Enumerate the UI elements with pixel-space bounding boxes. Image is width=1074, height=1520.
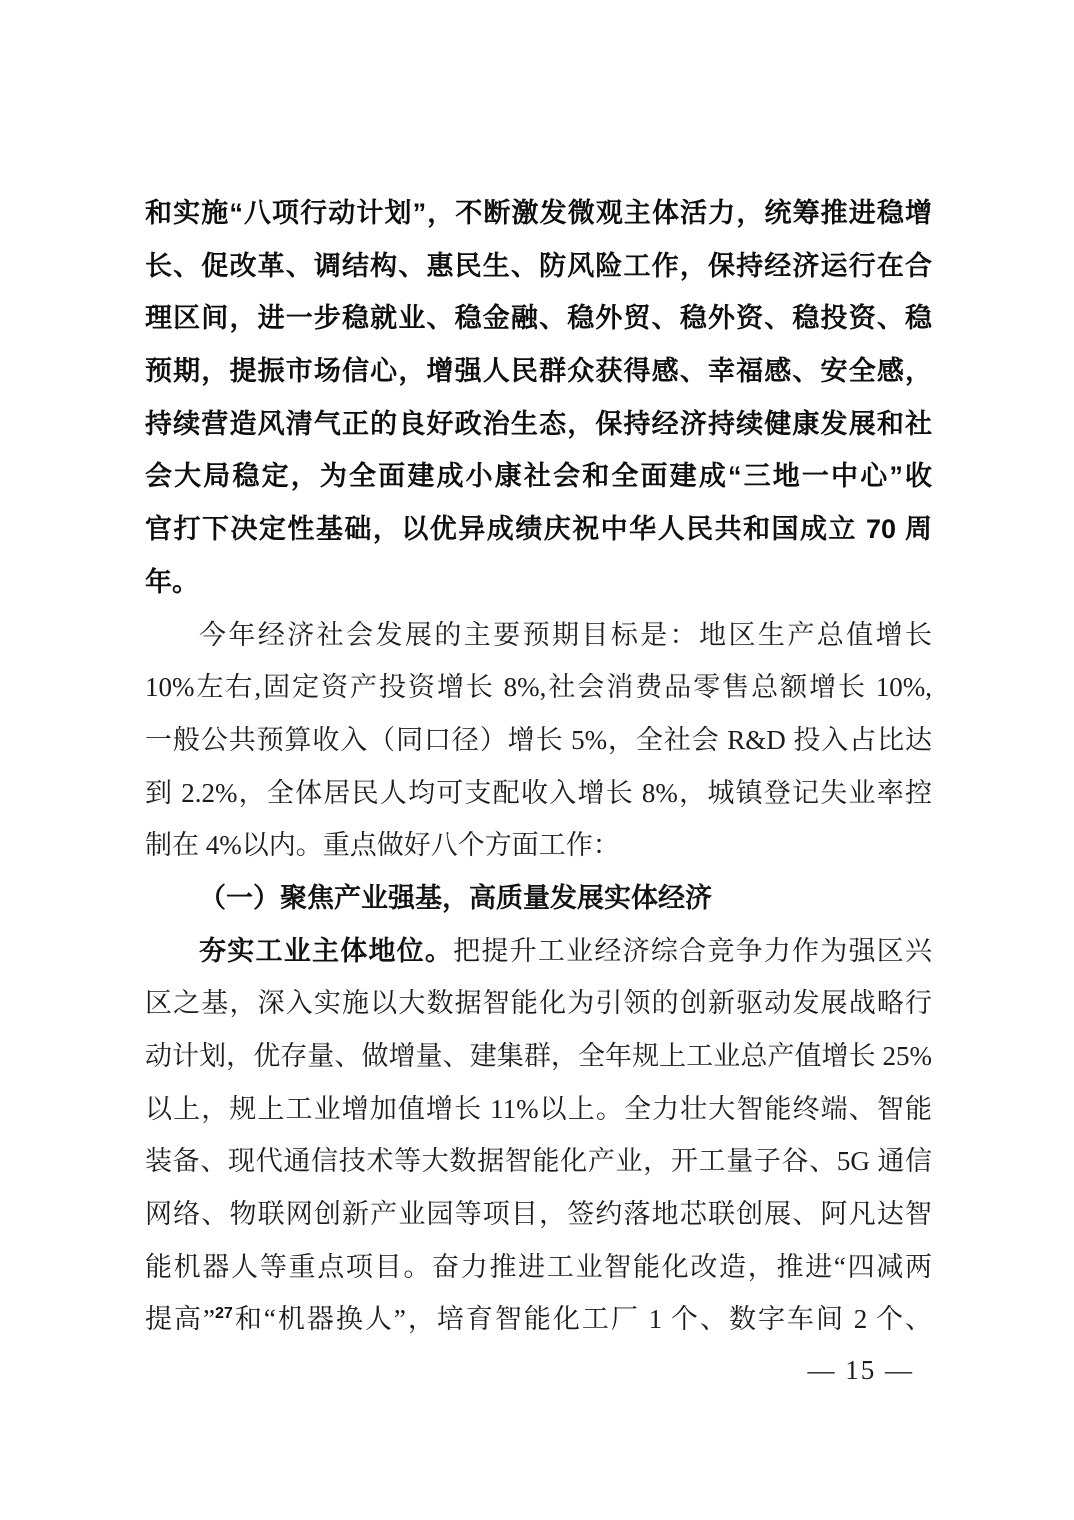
text-line: [145, 503, 932, 556]
text-segment: 制在 4%以内。重点做好八个方面工作：: [145, 830, 620, 861]
footnote-reference: 27: [215, 1305, 233, 1323]
text-segment: 理区间，进一步稳就业、稳金融、稳外贸、稳外资、稳投资、稳: [145, 303, 932, 334]
text-line: [145, 1293, 932, 1346]
text-segment: 预期，提振市场信心，增强人民群众获得感、幸福感、安全感，: [145, 356, 932, 387]
document-text: [145, 187, 932, 1346]
text-segment: 装备、现代通信技术等大数据智能化产业，开工量子谷、5G 通信: [145, 1146, 932, 1177]
text-line: [145, 661, 932, 714]
text-line: [145, 187, 932, 240]
text-segment: 能机器人等重点项目。奋力推进工业智能化改造，推进“四减两: [145, 1251, 932, 1282]
text-line: [145, 977, 932, 1030]
text-segment: 官打下决定性基础，以优异成绩庆祝中华人民共和国成立 70 周: [145, 514, 932, 545]
text-segment: 持续营造风清气正的良好政治生态，保持经济持续健康发展和社: [145, 408, 932, 439]
text-segment: 会大局稳定，为全面建成小康社会和全面建成“三地一中心”收: [145, 461, 932, 492]
text-segment: 提高”: [145, 1304, 216, 1335]
text-segment: 10%左右,固定资产投资增长 8%,社会消费品零售总额增长 10%,: [145, 672, 932, 703]
text-line: [145, 1241, 932, 1294]
text-line: [145, 714, 932, 767]
page-number: — 15 —: [807, 1355, 914, 1385]
text-line: [145, 398, 932, 451]
text-segment: 区之基，深入实施以大数据智能化为引领的创新驱动发展战略行: [145, 988, 932, 1019]
text-segment: 今年经济社会发展的主要预期目标是：地区生产总值增长: [199, 619, 932, 650]
text-segment: 夯实工业主体地位。: [199, 935, 454, 966]
text-segment: 和“机器换人”，培育智能化工厂 1 个、数字车间 2 个、: [232, 1304, 933, 1335]
text-segment: 和实施“八项行动计划”，不断激发微观主体活力，统筹推进稳增: [145, 198, 932, 228]
text-line: [145, 345, 932, 398]
text-segment: 以上，规上工业增加值增长 11%以上。全力壮大智能终端、智能: [145, 1093, 932, 1124]
text-line: [145, 556, 932, 609]
text-line: [145, 240, 932, 293]
text-segment: 把提升工业经济综合竞争力作为强区兴: [453, 935, 933, 966]
text-line: [145, 1030, 932, 1083]
text-line: [145, 872, 932, 925]
text-line: [145, 767, 932, 820]
text-segment: 一般公共预算收入（同口径）增长 5%，全社会 R&D 投入占比达: [145, 724, 932, 755]
text-segment: 网络、物联网创新产业园等项目，签约落地芯联创展、阿凡达智: [145, 1199, 932, 1230]
text-line: [145, 819, 932, 872]
text-line: [145, 925, 932, 978]
text-segment: 长、促改革、调结构、惠民生、防风险工作，保持经济运行在合: [145, 250, 932, 281]
text-line: [145, 450, 932, 503]
text-line: [145, 292, 932, 345]
text-line: [145, 1188, 932, 1241]
text-segment: 到 2.2%，全体居民人均可支配收入增长 8%，城镇登记失业率控: [145, 777, 932, 808]
text-line: [145, 609, 932, 662]
text-segment: （一）聚焦产业强基，高质量发展实体经济: [199, 882, 712, 913]
text-line: [145, 1083, 932, 1136]
text-line: [145, 1135, 932, 1188]
text-segment: 年。: [145, 566, 199, 597]
text-segment: 动计划，优存量、做增量、建集群，全年规上工业总产值增长 25%: [145, 1041, 932, 1071]
